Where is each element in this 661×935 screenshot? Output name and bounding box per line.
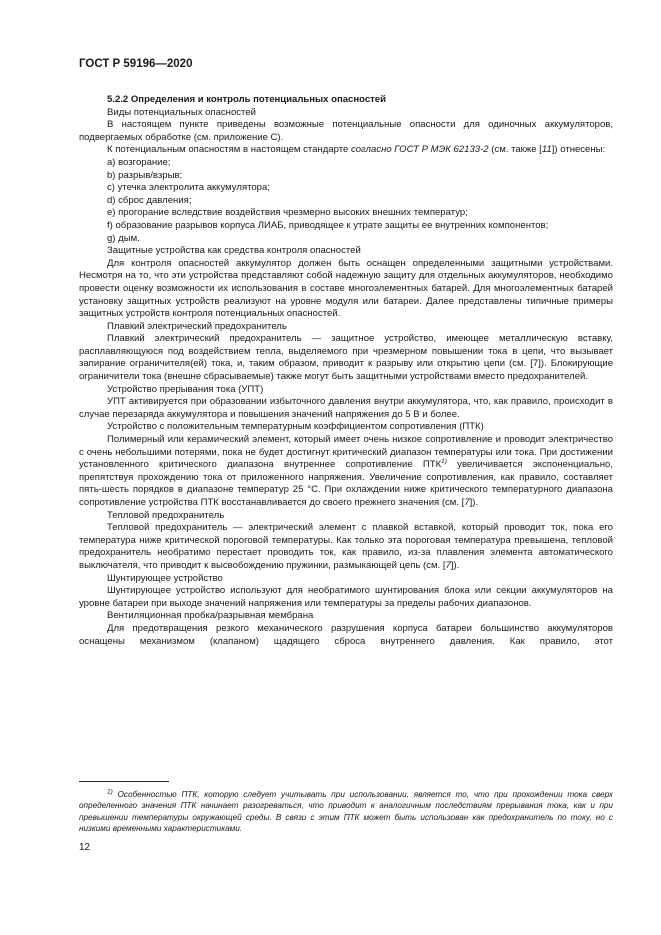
paragraph: В настоящем пункте приведены возможные потенциальные опасности для одиночных аккумуляторов, подвергаемых обработке (см. приложение С). [79, 119, 613, 143]
list-item: a) возгорание; [107, 156, 171, 168]
citation-ref: 11 [541, 144, 552, 156]
paragraph-hazards-intro: К потенциальным опасностям в настоящем стандарте согласно ГОСТ Р МЭК 62133-2 (см. также [11]) отнесены: [107, 144, 606, 156]
paragraph: Для контроля опасностей аккумулятор должен быть оснащен определенными защитными устройствами. Несмотря на то, что эти устройства представляют собой надежную защиту для отдельных аккумуляторов, необходимо провести оценку возможности их использования в составе многоэлементных батарей. Для многоэлементных батарей установку защитных устройств реализуют на уровне модуля или батареи. Далее представлены типичные примеры защитных устройств контроля потенциальных опасностей. [79, 257, 613, 320]
subheading-ptc: Устройство с положительным температурным коэффициентом сопротивления (ПТК) [107, 421, 484, 433]
paragraph: УПТ активируется при образовании избыточного давления внутри аккумулятора, что, как правило, происходит в случае перезаряда аккумулятора и повышения значений напряжения до 5 В и более. [79, 396, 613, 420]
paragraph: Плавкий электрический предохранитель — защитное устройство, имеющее металлическую вставку, расплавляющуюся под воздействием тепла, выделяемого при чрезмерном повышении тока в цепи, что вызывает запирание ограничителя(ей) тока, и, таким образом, приводит к разрыву или открытию цепи (см. [7]). Блокирующие ограничители тока (внешне сбрасываемые) также могут быть защитными устройствами вместо предохранителей. [79, 333, 613, 383]
footnote-divider [79, 781, 169, 782]
footnote-marker: 1) [107, 788, 113, 796]
subheading-hazard-types: Виды потенциальных опасностей [107, 106, 256, 118]
standard-reference: согласно ГОСТ Р МЭК 62133-2 [350, 144, 489, 156]
paragraph: Для предотвращения резкого механического разрушения корпуса батареи большинство аккумуляторов оснащены механизмом (клапаном) щадящего сброса внутреннего давления. Как правило, этот [79, 622, 613, 647]
subheading-vent: Вентиляционная пробка/разрывная мембрана [107, 610, 314, 622]
section-heading: 5.2.2 Определения и контроль потенциальных опасностей [107, 94, 386, 105]
subheading-thermal-fuse: Тепловой предохранитель [107, 509, 225, 521]
paragraph-thermal-fuse: Тепловой предохранитель — электрический элемент с плавкой вставкой, который проводит ток, пока его температура ниже критической пороговой температуры. Как только эта пороговая температура превышена, тепловой предохранитель необратимо перестает проводить ток, как правило, из-за плавления элемента автоматического выключателя, что приводит к высвобождению пружинки, размыкающей цепь (см. [7]). [79, 522, 613, 571]
citation-ref: 7 [445, 559, 451, 571]
footnote-ref: 1) [441, 458, 447, 466]
subheading-cid: Устройство прерывания тока (УПТ) [107, 383, 264, 395]
paragraph: Шунтирующее устройство используют для необратимого шунтирования блока или секции аккумуляторов на уровне батареи при выходе значений напряжения или температуры за пределы рабочих диапазонов. [79, 585, 613, 609]
footnote-text: Особенностью ПТК, которую следует учитывать при использовании, является то, что при прохождении тока сверх определенного значения ПТК начинает разогреваться, что приводит к аналогичным последствиям прерывания тока, как и при превышении температуры окружающей среды. В связи с этим ПТК может быть использован как предохранитель по току, но с низкими временными характеристиками. [79, 790, 613, 833]
citation-ref: 7 [464, 497, 470, 508]
paragraph-ptc: Полимерный или керамический элемент, который имеет очень низкое сопротивление и проводит электричество с очень небольшими потерями, пока не будет достигнут критический диапазон температуры или тока. При достижении установленного критического диапазона внутреннее сопротивление ПТК$^{1)}$ увеличивается экспоненциально, препятствуя прохождению тока от приложенного напряжения. Увеличение сопротивления, как правило, составляет пять-шесть порядков в диапазоне температур 25 °С. При охлаждении ниже критического температурного диапазона сопротивление устройства ПТК восстанавливается до своего прежнего значения (см. [7]). [79, 434, 613, 508]
list-item: d) сброс давления; [107, 194, 192, 206]
subheading-protective-devices: Защитные устройства как средства контроля опасностей [107, 245, 361, 257]
list-item: e) прогорание вследствие воздействия чрезмерно высоких внешних температур; [107, 207, 468, 219]
page-number: 12 [79, 842, 91, 853]
list-item: g) дым. [107, 232, 140, 244]
list-item: f) образование разрывов корпуса ЛИАБ, приводящее к утрате защиты ее внутренних компонентов; [107, 219, 549, 231]
footnote [79, 789, 613, 834]
list-item: c) утечка электролита аккумулятора; [107, 182, 270, 194]
list-item: b) разрыв/взрыв; [107, 169, 183, 181]
document-header: ГОСТ Р 59196—2020 [79, 58, 193, 70]
subheading-shunt: Шунтирующее устройство [107, 572, 223, 584]
document-body [79, 94, 613, 648]
subheading-fuse: Плавкий электрический предохранитель [107, 320, 287, 332]
